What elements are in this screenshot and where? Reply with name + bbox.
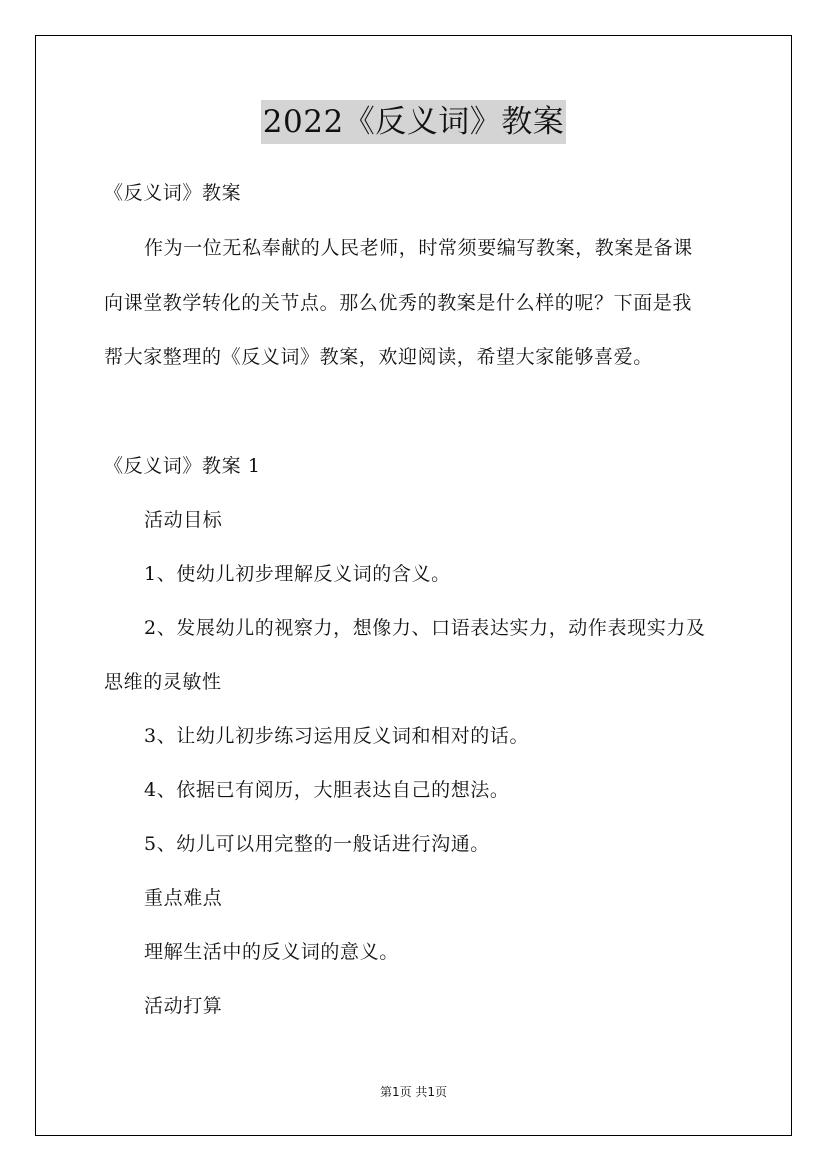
intro-line-2: 向课堂教学转化的关节点。那么优秀的教案是什么样的呢？下面是我	[104, 292, 693, 314]
document-title: 2022《反义词》教案	[261, 100, 566, 144]
key-points-text: 理解生活中的反义词的意义。	[144, 941, 399, 963]
goals-heading: 活动目标	[144, 509, 223, 531]
goal-item-4: 4、依据已有阅历，大胆表达自己的想法。	[144, 779, 510, 801]
goal-item-2-continued: 思维的灵敏性	[104, 671, 222, 693]
key-points-heading: 重点难点	[144, 887, 223, 909]
goal-item-3: 3、让幼儿初步练习运用反义词和相对的话。	[144, 725, 530, 747]
goal-item-5: 5、幼儿可以用完整的一般话进行沟通。	[144, 833, 490, 855]
page-footer: 第1页 共1页	[379, 1085, 448, 1099]
title-container	[0, 100, 827, 144]
intro-line-3: 帮大家整理的《反义词》教案，欢迎阅读，希望大家能够喜爱。	[104, 346, 653, 368]
prep-heading: 活动打算	[144, 995, 223, 1017]
goal-item-2: 2、发展幼儿的视察力，想像力、口语表达实力，动作表现实力及	[144, 617, 706, 639]
goal-item-1: 1、使幼儿初步理解反义词的含义。	[144, 563, 451, 585]
intro-line-1: 作为一位无私奉献的人民老师，时常须要编写教案，教案是备课	[144, 237, 693, 259]
section-heading: 《反义词》教案 1	[104, 455, 261, 477]
document-subtitle: 《反义词》教案	[104, 182, 242, 204]
